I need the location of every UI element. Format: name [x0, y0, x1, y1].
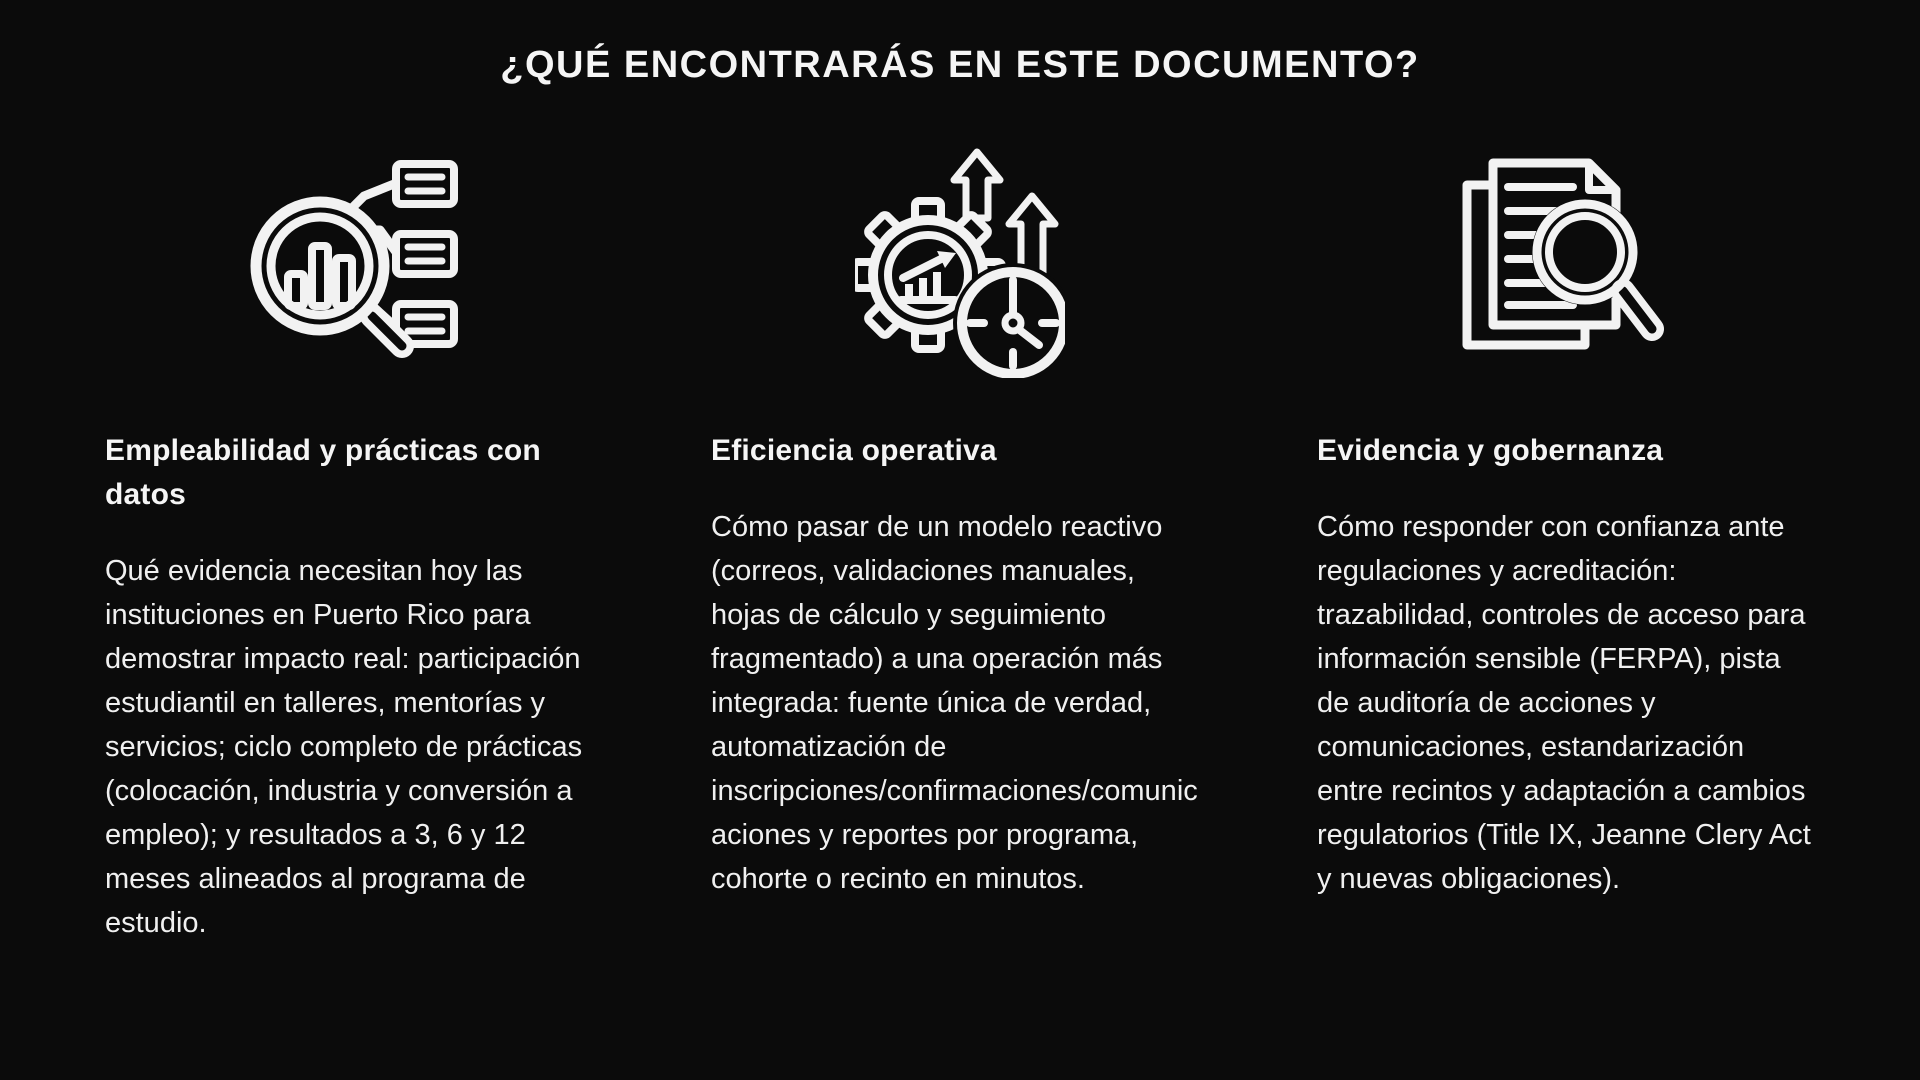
column-empleabilidad [105, 137, 603, 945]
column-eficiencia [711, 137, 1209, 945]
column-heading: Evidencia y gobernanza [1317, 434, 1664, 467]
column-evidencia [1317, 137, 1815, 945]
column-body: Cómo responder con confianza ante regulaciones y acreditación: trazabilidad, controles de acceso para información sensible (FERPA), pista de auditoría de acciones y comunicaciones, estandarización entre recintos y adaptación a cambios regulatorios (Title IX, Jeanne Clery Act y nuevas obligaciones). [1317, 511, 1811, 895]
columns-row [0, 137, 1920, 945]
icon-wrap [711, 137, 1209, 389]
icon-wrap [1317, 137, 1815, 389]
icon-wrap [105, 137, 603, 389]
column-heading: Empleabilidad y prácticas con datos [105, 434, 541, 511]
column-body: Qué evidencia necesitan hoy las instituciones en Puerto Rico para demostrar impacto real: participación estudiantil en talleres, mentorías y servicios; ciclo completo de prácticas (colocación, industria y conversión a empleo); y resultados a 3, 6 y 12 meses alineados al programa de estudio. [105, 555, 583, 939]
document-audit-magnifier-icon [1461, 153, 1671, 373]
bar-chart-magnifier-nodes-icon [244, 146, 464, 381]
column-heading: Eficiencia operativa [711, 434, 997, 467]
gear-growth-clock-icon [855, 148, 1065, 378]
page-title: ¿QUÉ ENCONTRARÁS EN ESTE DOCUMENTO? [500, 44, 1420, 86]
column-body: Cómo pasar de un modelo reactivo (correos, validaciones manuales, hojas de cálculo y seguimiento fragmentado) a una operación más integrada: fuente única de verdad, automatización de inscripciones/confirmaciones/comunicaciones y reportes por programa, cohorte o recinto en minutos. [711, 511, 1198, 895]
